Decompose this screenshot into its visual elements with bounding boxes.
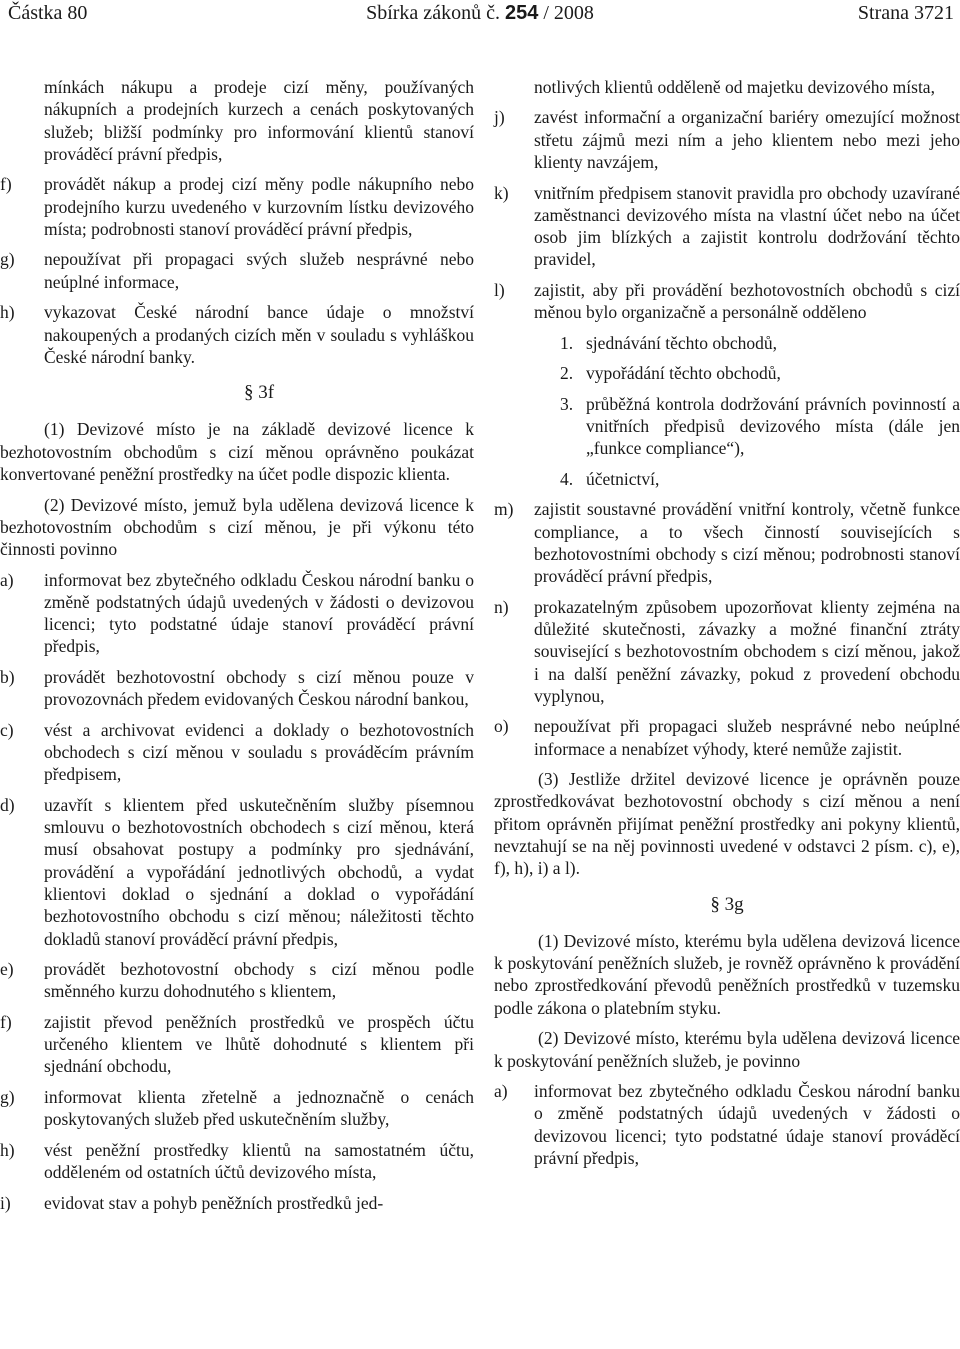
item-label: g) [0,1086,15,1107]
list-item [494,106,960,173]
header-collection-number: 254 [504,2,539,24]
item-text: informovat klienta zřetelně a jednoznačně o cenách poskytovaných služeb před uskutečněním služby, [44,1086,474,1130]
item-list [494,106,960,323]
item-text: vnitřním předpisem stanovit pravidla pro obchody uzavírané zaměstnanci devizového místa na vlastní účet nebo na účet osob jim blízkých a zajistit kontrolu dodržování těchto pravidel, [534,182,960,270]
item-label: n) [494,596,509,617]
item-label: 1. [560,332,574,353]
list-item [0,719,474,786]
list-item [0,666,474,711]
section-title: § 3f [243,382,275,404]
item-label: o) [494,716,509,737]
list-item [0,1192,474,1214]
list-item [0,248,474,293]
left-column [0,76,474,1222]
item-text: prokazatelným způsobem upozorňovat klienty zejména na důležité skutečnosti, závazky a možné finanční ztráty související s bezhotovostním obchodem s cizí měnou, jakož i na další peněžní závazky, pokud z provedení obchodu vyplynou, [534,596,960,706]
paragraph: (2) Devizové místo, kterému byla udělena devizová licence k poskytování peněžních služeb, je povinno [494,1028,960,1071]
item-text: zajistit soustavné provádění vnitřní kontroly, včetně funkce compliance, a to všech činností souvisejících s bezhotovostními obchody s cizí měnou; podrobnosti stanoví prováděcí právní předpis, [534,499,960,587]
header-collection-year: / 2008 [543,2,594,24]
page-header [0,2,960,32]
item-label: 3. [560,393,574,414]
item-label: h) [0,302,15,323]
item-label: e) [0,959,14,980]
list-item [494,182,960,271]
list-item [0,958,474,1003]
item-label: f) [0,174,12,195]
item-label: a) [494,1081,508,1102]
subitem-list [560,332,960,490]
item-list [494,498,960,760]
paragraph: (1) Devizové místo je na základě devizové licence k bezhotovostním obchodům s cizí měnou oprávněno poukázat konvertované peněžní prostředky na účet podle dispozic klienta. [0,419,474,485]
item-text: sjednávání těchto obchodů, [586,332,777,353]
subitem [560,362,960,384]
item-list [0,173,474,368]
item-label: i) [0,1192,11,1213]
item-label: c) [0,719,14,740]
section-title: § 3g [710,893,744,915]
item-list [0,569,474,1214]
item-text: nepoužívat při propagaci služeb nesprávné nebo neúplné informace a nenabízet výhody, které nemůže zajistit. [534,716,960,759]
item-label: a) [0,569,14,590]
paragraph: (3) Jestliže držitel devizové licence je oprávněn pouze zprostředkovávat bezhotovostní obchody s cizí měnou a není přitom oprávněn přijímat peněžní prostředky ani pokyny klientů, nevztahují se na něj povinnosti uvedené v odstavci 2 písm. c), e), f), h), i) a l). [494,769,960,879]
list-item [0,301,474,368]
item-text: vypořádání těchto obchodů, [586,363,781,384]
continued-text: mínkách nákupu a prodeje cizí měny, používaných nákupních a prodejních kurzech a cenách poskytovaných služeb; bližší podmínky pro informování klientů stanoví prováděcí právní předpis, [44,77,474,164]
header-collection [0,2,960,25]
item-text: provádět bezhotovostní obchody s cizí měnou podle směnného kurzu dohodnutého s klientem, [44,959,474,1002]
item-label: m) [494,499,514,520]
item-label: 2. [560,363,574,384]
item-text: průběžná kontrola dodržování právních povinností a vnitřních předpisů devizového místa (dále jen „funkce compliance“), [586,393,960,459]
item-label: k) [494,182,509,203]
list-item [0,1086,474,1131]
item-label: 4. [560,468,574,489]
paragraph: (2) Devizové místo, jemuž byla udělena devizová licence k bezhotovostním obchodům s cizí měnou, je při výkonu této činnosti povinno [0,494,474,560]
list-item [0,569,474,658]
list-item [0,794,474,950]
item-label: g) [0,249,15,270]
header-issue: Částka 80 [8,2,88,24]
item-text: provádět nákup a prodej cizí měny podle nákupního nebo prodejního kurzu uvedeného v kurzovním lístku devizového místa; podrobnosti stanoví prováděcí právní předpis, [44,174,474,239]
subitem [560,393,960,460]
list-item [494,279,960,324]
item-text: účetnictví, [586,468,660,489]
item-text: informovat bez zbytečného odkladu Českou národní banku o změně podstatných údajů uvedených v žádosti o devizovou licenci; tyto podstatné údaje stanoví prováděcí právní předpis, [534,1081,960,1168]
item-text: zajistit, aby při provádění bezhotovostních obchodů s cizí měnou bylo organizačně a personálně odděleno [534,279,960,323]
item-text: provádět bezhotovostní obchody s cizí měnou pouze v provozovnách předem evidovaných Českou národní bankou, [44,666,474,710]
item-label: l) [494,279,505,300]
item-label: d) [0,794,15,815]
list-item [494,596,960,707]
item-list [494,1080,960,1169]
item-label: j) [494,107,505,128]
item-text: vykazovat České národní bance údaje o množství nakoupených a prodaných cizích měn v souladu s vyhláškou České národní banky. [44,302,474,367]
subitem [560,468,960,490]
paragraph: (1) Devizové místo, kterému byla udělena devizová licence k poskytování peněžních služeb, je rovněž oprávněno k provádění nebo zprostředkování převodů peněžních prostředků v tuzemsku podle zákona o platebním styku. [494,930,960,1018]
item-label: b) [0,666,15,687]
right-column [494,76,960,1177]
list-item [494,715,960,760]
item-label: h) [0,1139,15,1160]
item-text: nepoužívat při propagaci svých služeb nesprávné nebo neúplné informace, [44,249,474,292]
item-label: f) [0,1011,12,1032]
header-page-number: Strana 3721 [857,2,954,24]
list-item [0,1011,474,1078]
item-text: uzavřít s klientem před uskutečněním služby písemnou smlouvu o bezhotovostních obchodech s cizí měnou, která musí obsahovat postupy a podmínky pro sjednávání, provádění a vypořádání jednotlivých obchodů, a vydat klientovi doklad o sjednání a doklad o vypořádání bezhotovostního obchodu s cizí měnou; náležitosti těchto dokladů stanoví prováděcí právní předpis, [44,794,474,949]
item-text: informovat bez zbytečného odkladu Českou národní banku o změně podstatných údajů uvedených v žádosti o devizovou licenci; tyto podstatné údaje stanoví prováděcí právní předpis, [44,569,474,657]
continued-text: notlivých klientů odděleně od majetku devizového místa, [534,77,935,97]
list-item [0,1139,474,1184]
item-text: zajistit převod peněžních prostředků ve prospěch účtu určeného klientem ve lhůtě dohodnuté s klientem při sjednání obchodu, [44,1011,474,1077]
list-item [0,173,474,240]
item-text: zavést informační a organizační bariéry omezující možnost střetu zájmů mezi ním a jeho klientem nebo mezi jeho klienty navzájem, [534,107,960,173]
item-text: evidovat stav a pohyb peněžních prostředků jed- [44,1192,384,1213]
list-item [494,1080,960,1169]
subitem [560,332,960,354]
list-item [494,498,960,587]
item-text: vést a archivovat evidenci a doklady o bezhotovostních obchodech s cizí měnou v souladu s prováděcím právním předpisem, [44,719,474,785]
header-collection-prefix: Sbírka zákonů č. [366,2,500,24]
item-text: vést peněžní prostředky klientů na samostatném účtu, odděleném od ostatních účtů devizového místa, [44,1139,474,1183]
